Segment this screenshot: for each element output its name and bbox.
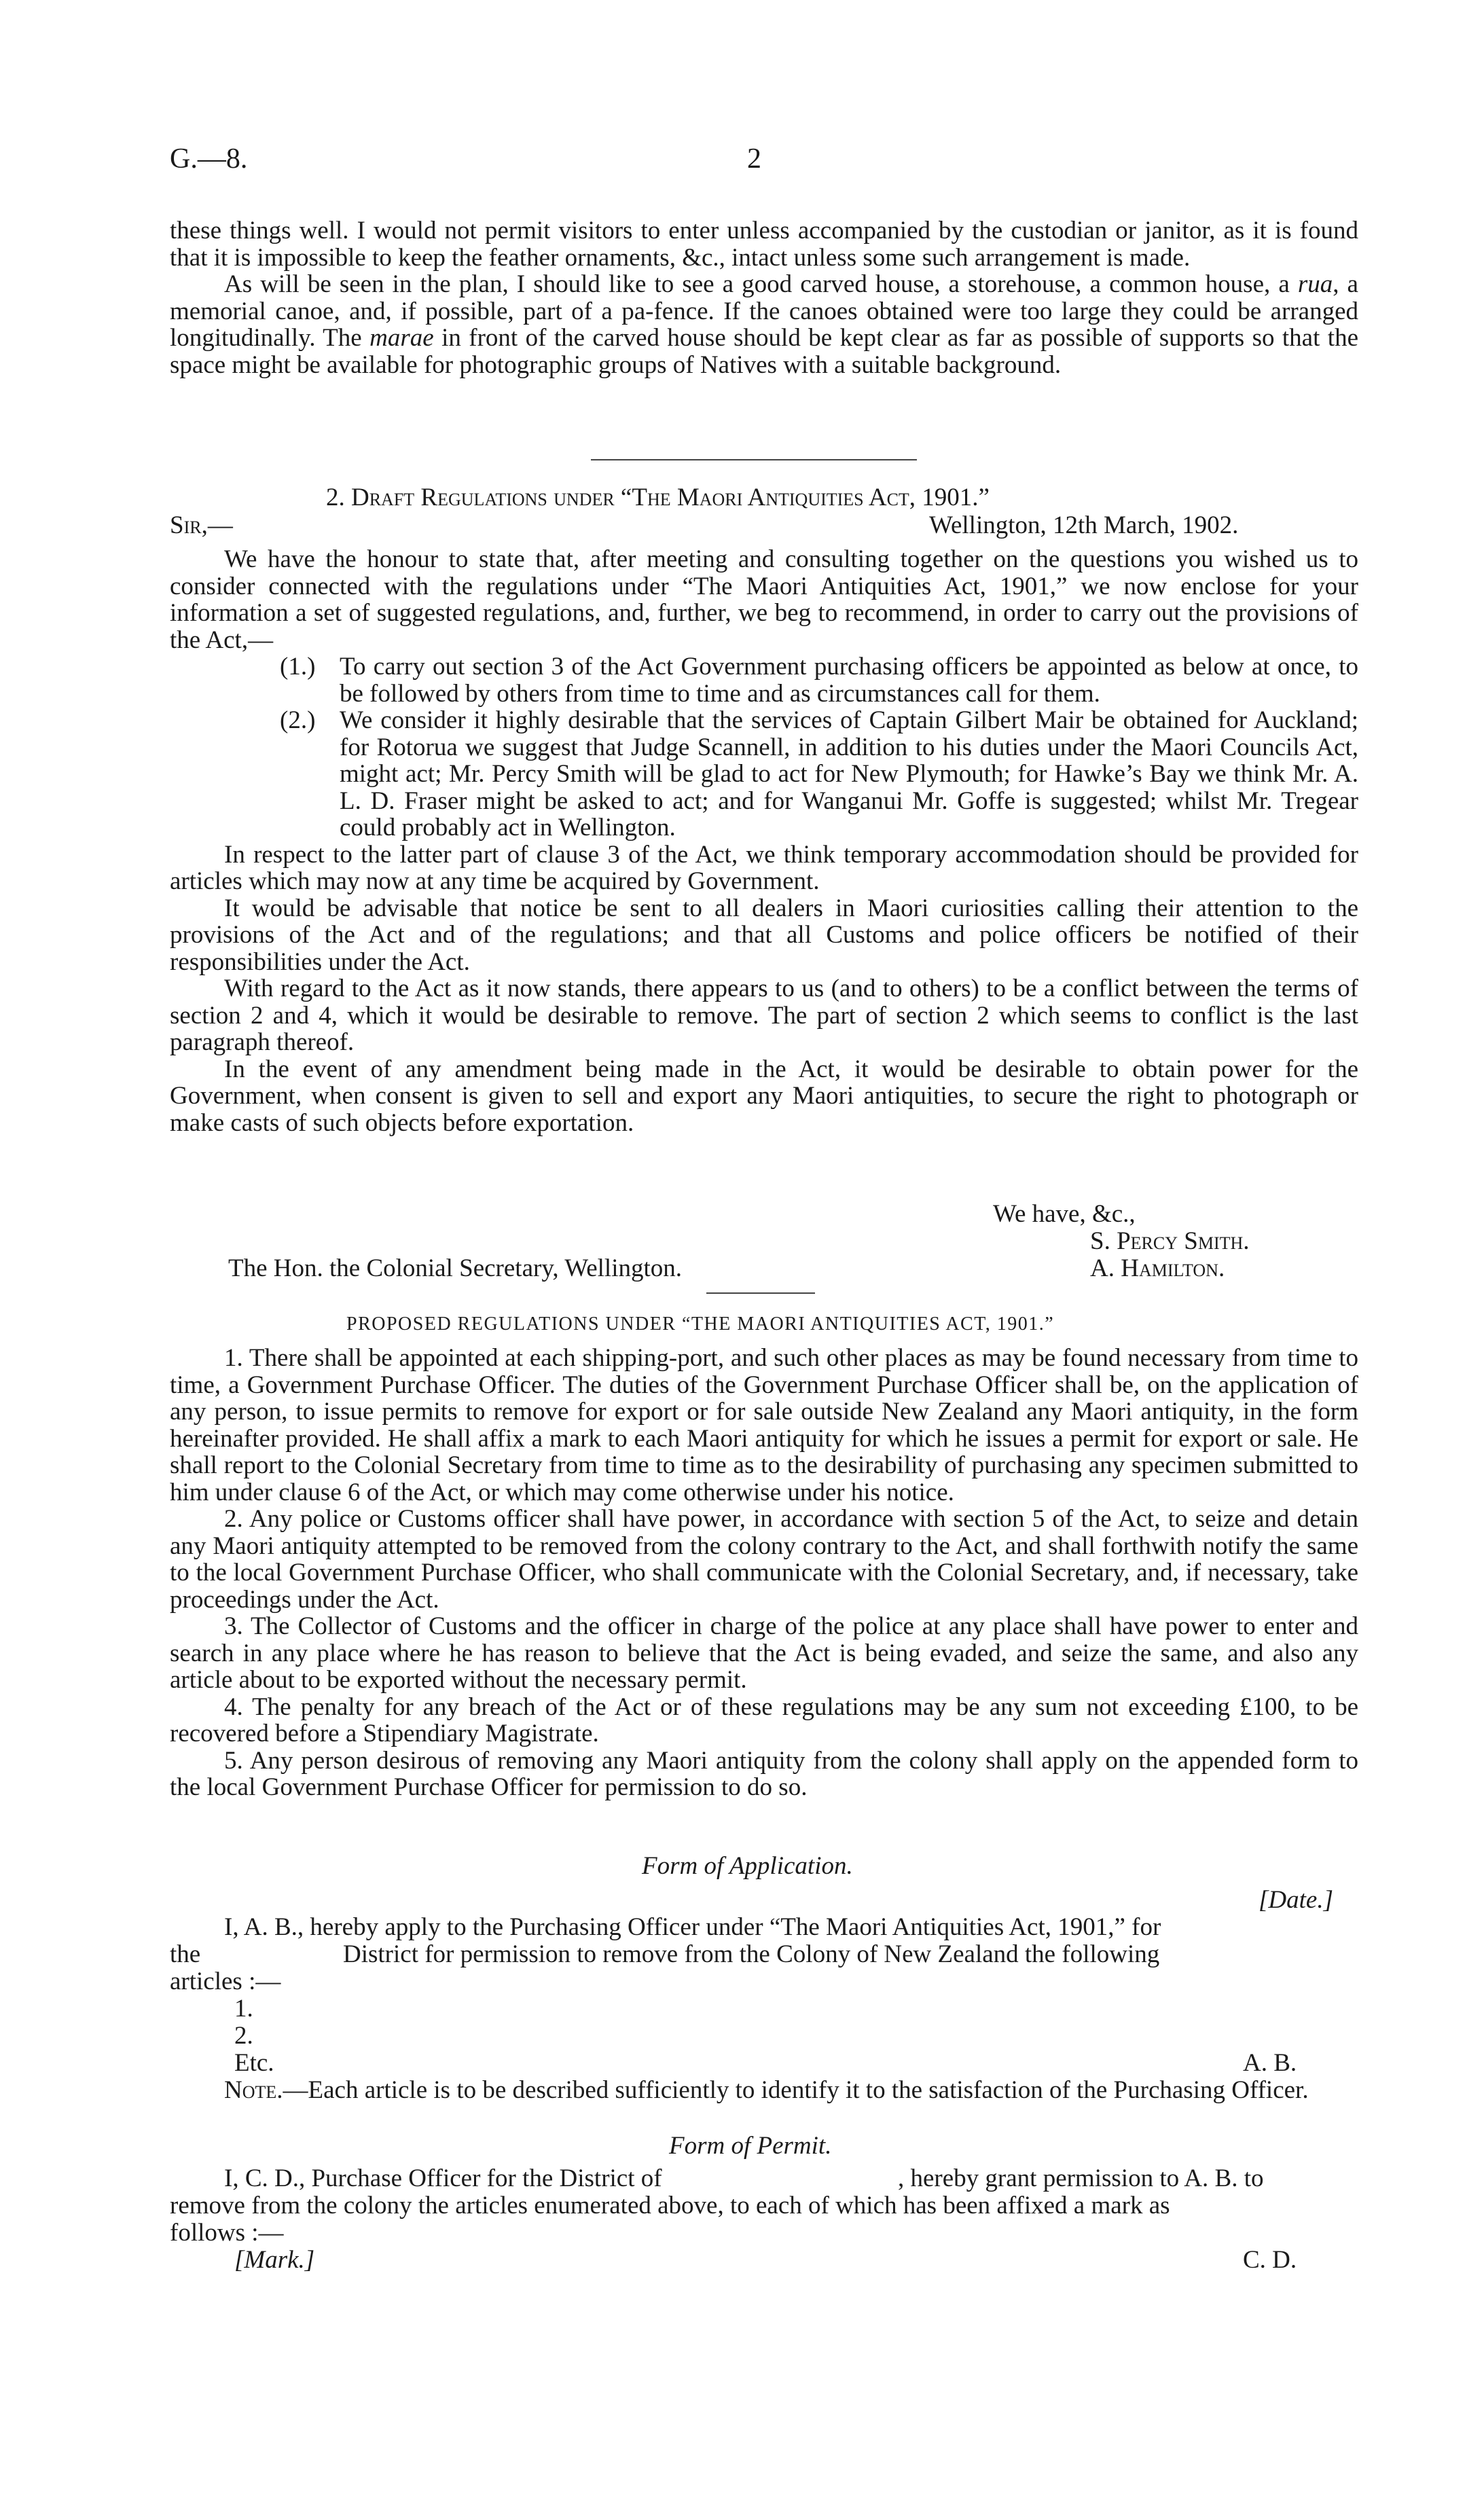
intro-p2-marae: marae — [369, 324, 434, 352]
intro-paragraph-1: these things well. I would not permit visitors to enter unless accompanied by the custodian or janitor, as it is found that it is impossible to keep the feather ornaments, &c., intact unless some such arrangement is made. — [170, 217, 1358, 272]
letter-paragraph-2: In respect to the latter part of clause 3 of the Act, we think temporary accommodation should be provided for articles which may now at any time be acquired by Government. — [170, 840, 1358, 895]
intro-p2-part-a: As will be seen in the plan, I should like to see a good carved house, a storehouse, a common house, a — [224, 270, 1298, 298]
application-item-2: 2. — [234, 2022, 253, 2050]
regulations-body — [170, 1345, 1358, 1801]
regulation-1: 1. There shall be appointed at each shipping-port, and such other places as may be found necessary from time to time, a Government Purchase Officer. The duties of the Government Purchase Officer shall be, on the application of any person, to issue permits to remove for export or for sale outside New Zealand any Maori antiquity, in the form hereinafter provided. He shall affix a mark to each Maori antiquity for which he issues a permit for export or sale. He shall report to the Colonial Secretary from time to time as to the desirability of purchasing any specimen submitted to him under clause 6 of the Act, or which may come otherwise under his notice. — [170, 1344, 1358, 1506]
document-code: G.—8. — [170, 143, 248, 175]
letter-paragraph-5: In the event of any amendment being made in the Act, it would be desirable to obtain power for the Government, when consent is given to sell and export any Maori antiquities, to secure the right to photograph or make casts of such objects before exportation. — [170, 1055, 1358, 1137]
regulation-3: 3. The Collector of Customs and the officer in charge of the police at any place shall have power to enter and search in any place where he has reason to believe that the Act is being evaded, and seize the same, and also any article about to be exported without the necessary permit. — [170, 1612, 1358, 1694]
letter-item-1-number: (1.) — [280, 653, 316, 681]
divider-2 — [706, 1292, 815, 1294]
letter-item-1 — [170, 653, 1358, 707]
permit-mark — [234, 2247, 314, 2274]
permit-line-a2: , hereby grant permission to A. B. to — [898, 2164, 1264, 2192]
letter-addressee: The Hon. the Colonial Secretary, Wellington. — [228, 1254, 683, 1282]
letter-place-date: Wellington, 12th March, 1902. — [929, 511, 1239, 539]
application-date — [1259, 1887, 1333, 1914]
letter-item-2 — [170, 707, 1358, 841]
permit-title-text: Form of Permit. — [669, 2132, 832, 2160]
letter-item-2-number: (2.) — [280, 706, 316, 734]
application-line-a: I, A. B., hereby apply to the Purchasing Officer under “The Maori Antiquities Act, 1901,” for — [224, 1913, 1161, 1941]
application-note — [170, 2077, 1358, 2104]
application-title-text: Form of Application. — [642, 1852, 853, 1880]
application-signature: A. B. — [1243, 2049, 1297, 2077]
note-label: Note. — [224, 2076, 283, 2104]
letter-item-1-text: To carry out section 3 of the Act Government purchasing officers be appointed as below at once, to be followed by others from time to time and as circumstances call for them. — [340, 653, 1358, 708]
permit-line-c: follows :— — [170, 2219, 284, 2247]
letter-paragraph-4: With regard to the Act as it now stands, there appears to us (and to others) to be a conflict between the terms of section 2 and 4, which it would be desirable to remove. The part of section 2 which seems to conflict is the last paragraph thereof. — [170, 975, 1358, 1056]
intro-p2-part-c: in front of the carved house should be kept clear as far as possible of supports so that the space might be available for photographic groups of Natives with a suitable background. — [170, 324, 1358, 379]
divider-1 — [591, 459, 917, 460]
letter-item-2-text: We consider it highly desirable that the services of Captain Gilbert Mair be obtained for Auckland; for Rotorua we suggest that Judge Scannell, in addition to his duties under the Maori Councils Act, might act; Mr. Percy Smith will be glad to act for New Plymouth; for Hawke’s Bay we think Mr. A. L. D. Fraser might be asked to act; and for Wanganui Mr. Goffe is suggested; whilst Mr. Tregear could probably act in Wellington. — [340, 706, 1358, 841]
application-line-b-the: the — [170, 1940, 201, 1968]
permit-line-b: remove from the colony the articles enumerated above, to each of which has been affixed a mark as — [170, 2192, 1170, 2219]
permit-signature: C. D. — [1243, 2246, 1297, 2274]
application-line-b: District for permission to remove from the Colony of New Zealand the following — [343, 1940, 1160, 1968]
signatory-1: S. Percy Smith. — [1090, 1227, 1250, 1255]
regulation-2: 2. Any police or Customs officer shall have power, in accordance with section 5 of the Act, to seize and detain any Maori antiquity attempted to be removed from the colony contrary to the Act, and shall forthwith notify the same to the local Government Purchase Officer, who shall communicate with the Colonial Secretary, and, if necessary, take proceedings under the Act. — [170, 1505, 1358, 1614]
letter-closing: We have, &c., — [993, 1200, 1136, 1228]
letter-heading: 2. Draft Regulations under “The Maori Antiquities Act, 1901.” — [326, 484, 990, 511]
regulation-4: 4. The penalty for any breach of the Act or of these regulations may be any sum not exceeding £100, to be recovered before a Stipendiary Magistrate. — [170, 1692, 1358, 1747]
permit-line-a: I, C. D., Purchase Officer for the District of — [224, 2164, 662, 2192]
application-etc: Etc. — [234, 2049, 274, 2077]
letter-salutation: Sir,— — [170, 511, 233, 539]
intro-section — [170, 217, 1358, 378]
intro-p2-rua: rua — [1297, 270, 1333, 298]
letter-paragraph-3: It would be advisable that notice be sent to all dealers in Maori curiosities calling their attention to the provisions of the Act and of the regulations; and that all Customs and police officers be notified of their responsibilities under the Act. — [170, 894, 1358, 976]
letter-paragraph-1: We have the honour to state that, after meeting and consulting together on the questions you wished us to consider connected with the regulations under “The Maori Antiquities Act, 1901,” we now enclose for your information a set of suggested regulations, and, further, we beg to recommend, in order to carry out the provisions of the Act,— — [170, 545, 1358, 654]
page-number: 2 — [747, 143, 761, 175]
application-item-1: 1. — [234, 1995, 253, 2023]
intro-p2-part-b: , a memorial canoe, and, if possible, part of a pa-fence. If the canoes obtained were too large they could be arranged longitudinally. The — [170, 270, 1358, 352]
intro-paragraph-2 — [170, 271, 1358, 378]
permit-form-title — [669, 2133, 831, 2160]
application-line-c: articles :— — [170, 1968, 281, 1995]
regulations-heading: PROPOSED REGULATIONS UNDER “THE MAORI ANTIQUITIES ACT, 1901.” — [346, 1313, 1055, 1335]
application-date-text: [Date.] — [1259, 1886, 1333, 1914]
permit-mark-text: [Mark.] — [234, 2246, 315, 2274]
application-form-title — [642, 1853, 853, 1880]
note-body: —Each article is to be described sufficiently to identify it to the satisfaction of the Purchasing Officer. — [283, 2076, 1309, 2104]
letter-body — [170, 546, 1358, 1136]
application-note-text — [170, 2077, 1358, 2104]
regulation-5: 5. Any person desirous of removing any Maori antiquity from the colony shall apply on the appended form to the local Government Purchase Officer for permission to do so. — [170, 1746, 1358, 1801]
signatory-2: A. Hamilton. — [1090, 1254, 1225, 1282]
